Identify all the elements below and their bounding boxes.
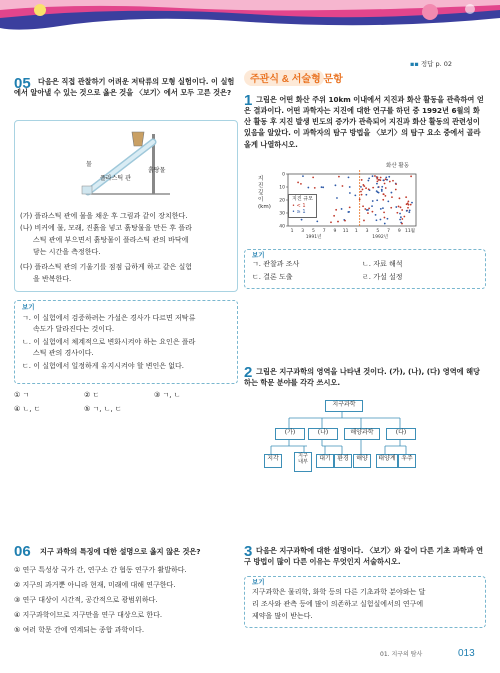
step-line: (다) 플라스틱 관의 기울기를 점점 급하게 하고 같은 실험: [20, 263, 193, 271]
y-tick-label: 10: [279, 185, 285, 191]
chart-point: [407, 202, 409, 204]
chart-point: [378, 192, 380, 194]
chart-point: [344, 220, 346, 222]
bogi-item: ㄴ. 이 실험에서 체계적으로 변화시켜야 하는 요인은 플라: [22, 338, 196, 346]
bogi-item: ㄷ. 이 실험에서 일정하게 유지시켜야 할 변인은 없다.: [22, 362, 185, 370]
x-tick-label: 5: [376, 229, 380, 234]
step-line: 을 반복한다.: [33, 275, 72, 283]
chart-point: [380, 208, 382, 210]
chart-point: [395, 206, 397, 208]
chart-point: [380, 219, 382, 221]
x-tick-label: 1: [354, 229, 358, 234]
chart-point: [372, 187, 374, 189]
bogi-item: ㄱ. 관찰과 조사: [252, 260, 300, 268]
chart-point: [399, 213, 401, 215]
chart-point: [403, 216, 405, 218]
legend-title: 지진 규모: [292, 196, 313, 202]
chart-point: [362, 205, 364, 207]
chart-point: [391, 192, 393, 194]
bogi-item: ㄱ. 이 실험에서 검증하려는 가설은 경사가 다르면 저탁류: [22, 314, 196, 322]
bogi-item: 속도가 달라진다는 것이다.: [33, 325, 115, 333]
chart-point: [360, 186, 362, 188]
chart-point: [400, 216, 402, 218]
chart-point: [409, 210, 411, 212]
chart-point: [367, 180, 369, 182]
x-tick-label: 9: [397, 229, 401, 234]
chart-point: [322, 186, 324, 188]
legend-large: • ≥ 1: [292, 209, 306, 215]
chart-point: [307, 187, 309, 189]
experiment-figure: [60, 128, 190, 200]
x-tick-label: 3: [365, 229, 369, 234]
chart-point: [349, 207, 351, 209]
chart-point: [384, 183, 386, 185]
chart-point: [368, 178, 370, 180]
chart-point: [361, 194, 363, 196]
bogi-label: 보기: [22, 303, 35, 311]
step-line: (가) 플라스틱 관에 물을 채운 후 그림과 같이 장치한다.: [20, 212, 188, 220]
chart-point: [360, 191, 362, 193]
chart-point: [342, 185, 344, 187]
y-tick-label: 30: [279, 211, 285, 217]
chart-point: [338, 176, 340, 178]
y-tick-label: 20: [279, 198, 285, 204]
x-tick-label: 3: [301, 229, 305, 234]
x-tick-label: 1: [290, 229, 294, 234]
footer-chapter: 01. 지구의 탐사: [380, 651, 423, 658]
chart-point: [406, 210, 408, 212]
chart-point: [300, 183, 302, 185]
tree-leaf: 지구 내부: [294, 452, 312, 472]
chart-point: [381, 186, 383, 188]
chart-point: [376, 181, 378, 183]
x-tick-label: 7: [387, 229, 390, 234]
bogi-text-line: 제약을 많이 받는다.: [252, 612, 313, 620]
chart-point: [312, 176, 314, 178]
step-line: 스틱 관에 부으면서 흙탕물이 플라스틱 관의 바닥에: [33, 236, 189, 244]
chart-point: [363, 220, 365, 222]
option-5[interactable]: ⑤ ㄱ, ㄴ, ㄷ: [84, 405, 122, 413]
chart-point: [410, 204, 412, 206]
x-tick-label: 5: [312, 229, 315, 234]
chart-point: [321, 186, 323, 188]
chart-point: [361, 179, 363, 181]
top-banner: [0, 0, 500, 36]
chart-point: [333, 215, 335, 217]
step-line: (나) 비커에 물, 모래, 진흙을 넣고 흙탕물을 만든 후 플라: [20, 224, 192, 232]
question-3-text: 다음은 지구과학에 대한 설명이다. 〈보기〉와 같이 다른 기초 과학과 연구 방법이 많이 다른 이유는 무엇인지 서술하시오.: [244, 546, 484, 567]
y-tick-label: 0: [282, 172, 285, 178]
tree-leaf: 지각: [264, 454, 282, 468]
tree-mid-ocean: 해양과학: [344, 428, 380, 440]
chart-point: [349, 192, 351, 194]
chart-point: [335, 209, 337, 211]
label-tube: 플라스틱 관: [100, 175, 131, 182]
chart-point: [368, 188, 370, 190]
chart-point: [411, 202, 413, 204]
chart-point: [378, 179, 380, 181]
chart-point: [401, 223, 403, 225]
chart-y-label: 지진 깊이 (km): [258, 176, 271, 210]
chart-point: [398, 206, 400, 208]
answer-reference: ▪▪ 정답 p. 02: [410, 60, 453, 68]
legend-small: • < 1: [292, 202, 306, 209]
chart-point: [396, 212, 398, 214]
label-mud: 흙탕물: [148, 167, 166, 174]
option-2[interactable]: ② ㄷ: [84, 391, 100, 399]
chart-point: [376, 183, 378, 185]
option-1[interactable]: ① 연구 특성상 국가 간, 연구소 간 협동 연구가 활발하다.: [14, 566, 187, 574]
option-1[interactable]: ① ㄱ: [14, 391, 30, 399]
tree-leaf: 우주: [398, 454, 416, 468]
chart-point: [399, 219, 401, 221]
chart-point: [365, 187, 367, 189]
chart-legend: [288, 194, 317, 218]
grid-icon: ▪▪: [410, 60, 419, 68]
chart-point: [372, 200, 374, 202]
chart-point: [399, 197, 401, 199]
option-3[interactable]: ③ ㄱ, ㄴ: [154, 391, 181, 399]
chart-point: [401, 209, 403, 211]
bogi-item: ㄴ. 자료 해석: [362, 260, 403, 268]
chart-point: [385, 177, 387, 179]
x-tick-label: 9: [333, 229, 337, 234]
chart-point: [405, 196, 407, 198]
chart-point: [297, 182, 299, 184]
chart-point: [354, 194, 356, 196]
question-05-number: 05: [14, 75, 31, 92]
question-3-number: 3: [244, 543, 253, 560]
banner-decoration: [0, 0, 500, 36]
chart-point: [387, 200, 389, 202]
chart-point: [382, 179, 384, 181]
chart-point: [384, 223, 386, 225]
chart-point: [400, 206, 402, 208]
tree-root: 지구과학: [325, 400, 363, 412]
bogi-text-line: 리 조사와 관측 등에 많이 의존하고 실험실에서의 연구에: [252, 600, 424, 608]
chart-point: [381, 190, 383, 192]
question-2-text: 그림은 지구과학의 영역을 나타낸 것이다. (가), (나), (다) 영역에 해당하는 학문 분야를 각각 쓰시오.: [244, 367, 481, 388]
chart-point: [385, 187, 387, 189]
chart-point: [336, 197, 338, 199]
bogi-text-line: 지구과학은 물리학, 화학 등의 다른 기초과학 분야와는 달: [252, 588, 426, 596]
chart-point: [388, 176, 390, 178]
chart-point: [363, 185, 365, 187]
chart-point: [348, 176, 350, 178]
chart-point: [390, 207, 392, 209]
chart-point: [376, 199, 378, 201]
chart-point: [379, 179, 381, 181]
chart-point: [375, 214, 377, 216]
chart-point: [382, 199, 384, 201]
tree-leaf: 대기: [316, 454, 334, 468]
question-06-number: 06: [14, 543, 31, 560]
option-3[interactable]: ③ 연구 대상이 시간적, 공간적으로 광범위하다.: [14, 596, 158, 604]
chart-point: [364, 208, 366, 210]
chart-point: [385, 178, 387, 180]
bogi-label: 보기: [252, 251, 265, 259]
tree-mid-c: (다): [386, 428, 416, 440]
question-05-text: 다음은 직접 관찰하기 어려운 저탁류의 모형 실험이다. 이 실험에서 알아낼 수 있는 것으로 옳은 것을 〈보기〉에서 모두 고른 것은?: [14, 77, 235, 98]
year-label: 1991년: [305, 235, 322, 240]
step-line: 닿는 시간을 측정한다.: [33, 248, 101, 256]
chart-point: [349, 186, 351, 188]
chart-point: [408, 211, 410, 213]
chart-point: [341, 208, 343, 210]
question-2-number: 2: [244, 364, 253, 381]
chart-point: [410, 175, 412, 177]
chart-point: [372, 175, 374, 177]
x-tick-label: 7: [322, 229, 326, 234]
chart-point: [391, 196, 393, 198]
bogi-item: ㄷ. 결론 도출: [252, 273, 293, 281]
chart-point: [395, 189, 397, 191]
chart-point: [389, 181, 391, 183]
chart-point: [377, 186, 379, 188]
chart-point: [376, 219, 378, 221]
x-tick-label: 11: [342, 229, 349, 234]
chart-point: [335, 184, 337, 186]
chart-point: [372, 211, 374, 213]
chart-point: [392, 180, 394, 182]
bogi-item: 스틱 관의 경사이다.: [33, 349, 94, 357]
chart-point: [407, 200, 409, 202]
tree-leaf: 해양: [353, 454, 371, 468]
tree-leaf: 환경: [334, 454, 352, 468]
chart-point: [384, 217, 386, 219]
chart-point: [382, 207, 384, 209]
page-number: 013: [458, 648, 475, 659]
chart-point: [365, 194, 367, 196]
chart-point: [376, 178, 378, 180]
section-title: 주관식 & 서술형 문항: [250, 74, 343, 85]
year-label: 1992년: [372, 235, 389, 240]
chart-point: [383, 211, 385, 213]
chart-point: [301, 219, 303, 221]
bogi-item: ㄹ. 가설 설정: [362, 273, 403, 281]
chart-point: [382, 193, 384, 195]
chart-point: [374, 175, 376, 177]
chart-point: [376, 190, 378, 192]
chart-point: [316, 221, 318, 223]
chart-point: [380, 177, 382, 179]
option-2[interactable]: ② 지구의 과거뿐 아니라 현재, 미래에 대해 연구한다.: [14, 581, 176, 589]
chart-point: [337, 221, 339, 223]
chart-point: [371, 205, 373, 207]
chart-point: [395, 183, 397, 185]
chart-point: [314, 187, 316, 189]
chart-point: [366, 209, 368, 211]
option-5[interactable]: ⑤ 여러 학문 간에 연계되는 종합 과학이다.: [14, 626, 145, 634]
tree-mid-a: (가): [275, 428, 305, 440]
question-1-text: 그림은 어떤 화산 주위 10km 이내에서 지진과 화산 활동을 관측하여 얻은 결과이다. 어떤 과학자는 지진에 대한 연구를 하던 중 1992년 6월의 화산 활동 후 지진 발생 빈도의 증가가 관측되어 지진과 화산 활동의 관련성이 있음을 알았다. 이 과학자의 탐구 방법을 〈보기〉의 탐구 요소 중에서 골라 올게 나열하시오.: [244, 95, 484, 149]
chart-point: [368, 207, 370, 209]
chart-point: [401, 218, 403, 220]
chart-point: [367, 212, 369, 214]
y-tick-label: 40: [279, 224, 285, 230]
label-water: 물: [86, 161, 92, 168]
chart-point: [387, 218, 389, 220]
chart-annotation: 화산 활동: [386, 163, 410, 169]
chart-point: [384, 195, 386, 197]
chart-point: [330, 221, 332, 223]
tree-leaf: 태양계: [376, 454, 398, 468]
question-1-number: 1: [244, 92, 253, 109]
x-tick-label: 11월: [404, 229, 416, 234]
chart-point: [302, 175, 304, 177]
tree-mid-b: (나): [308, 428, 338, 440]
chart-point: [362, 189, 364, 191]
option-4[interactable]: ④ 지구과학이므로 지구만을 연구 대상으로 한다.: [14, 611, 163, 619]
question-06-text: 지구 과학의 특징에 대한 설명으로 옳지 않은 것은?: [40, 547, 201, 556]
chart-point: [347, 211, 349, 213]
bogi-label: 보기: [252, 578, 265, 586]
chart-point: [359, 198, 361, 200]
option-4[interactable]: ④ ㄴ, ㄷ: [14, 405, 41, 413]
chart-point: [407, 207, 409, 209]
